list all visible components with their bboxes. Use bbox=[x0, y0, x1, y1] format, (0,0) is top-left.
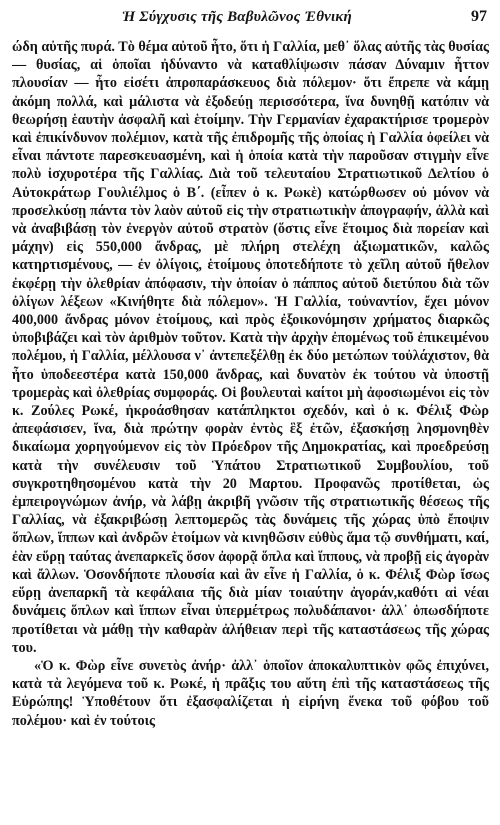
body-text bbox=[12, 38, 489, 730]
page-header bbox=[12, 8, 489, 32]
running-title: Ἡ Σύγχυσις τῆς Βαβυλῶνος Ἐθνική bbox=[122, 9, 352, 25]
paragraph: ώδη αὐτῆς πυρά. Τὸ θέμα αὐτοῦ ἦτο, ὅτι ἡ Γαλλία, μεθ᾽ ὅλας αὐτῆς τὰς θυσίας — θυσίας, αἱ ὁποῖαι ἠδύναντο νὰ καταθλίψωσιν πάσαν Δύναμιν ἧττον πλουσίαν — ἦτο εἰσέτι ἀπροπαράσκευος διὰ πόλεμον· ὅτι ἔπρεπε νὰ κάμῃ ἀκόμη πολλά, καὶ μάλιστα νὰ ἐξοδεύῃ περισσότερα, ἵνα δυνηθῇ κατόπιν νὰ θεωρήσῃ ἑαυτὴν ἀσφαλῆ καὶ ἑτοίμην. Τὴν Γερμανίαν ἐχαρακτήρισε τρομερὸν καὶ ἐπικίνδυνον πολέμιον, κατὰ τῆς ἐπιδρομῆς τῆς ὁποίας ἡ Γαλλία ὀφείλει νὰ εἶναι πάντοτε παρεσκευασμένη, καὶ ἡ ὁποία κατὰ τὴν παροῦσαν στιγμὴν εἶνε πολὺ ἰσχυροτέρα τῆς Γαλλίας. Διὰ τοῦ τελευταίου Στρατιωτικοῦ Δελτίου ὁ Αὐτοκράτωρ Γουλιέλμος ὁ Β΄. (εἶπεν ὁ κ. Ρωκὲ) κατώρθωσεν οὐ μόνον νὰ προσελκύσῃ πάντα τὸν λαὸν αὐτοῦ εἰς τὴν στρατιωτικὴν ἀπογραφήν, ἀλλὰ καὶ νὰ ἀναβιβάσῃ τὸν ἐνεργὸν αὐτοῦ στρατὸν (ὅστις εἶνε ἕτοιμος διὰ πορείαν καὶ μάχην) εἰς 550,000 ἄνδρας, μὲ πλήρη στελέχη ἀξιωματικῶν, καλῶς κατηρτισμένους, — ἐν ὀλίγοις, ἑτοίμους ὁποτεδήποτε τὸ χεῖλη αὐτοῦ ἤθελον ἐκφέρῃ τὴν ὀλεθρίαν ἀπόφασιν, τὴν ὁποίαν ὁ πάππος αὐτοῦ διετύπου διὰ τῶν ὀλίγων λέξεων «Κινήθητε διὰ πόλεμον». Ἡ Γαλλία, τοὐναντίον, ἔχει μόνον 400,000 ἄνδρας μόνον ἑτοίμους, καὶ πρὸς ἐξοικονόμησιν χρήματος διαρκῶς ὑποβιβάζει καὶ τὸν ἀριθμὸν τοῦτον. Κατὰ τὴν ἀρχὴν ἐπομένως τοῦ ἐπικειμένου πολέμου, ἡ Γαλλία, μέλλουσα ν᾽ ἀντεπεξέλθῃ ἐκ δύο μετώπων τοὐλάχιστον, θὰ ἦτο ὑποδεεστέρα κατὰ 150,000 ἄνδρας, καὶ δυνατὸν ἐκ τούτου νὰ ὑποστῇ τρομερὰς καὶ ὀλεθρίας συμφοράς. Οἱ βουλευταὶ καίτοι μὴ ἀφοσιωμένοι εἰς τὸν κ. Ζούλες Ρωκέ, ἠκροάσθησαν κατάπληκτοι σχεδόν, καὶ ὁ κ. Φέλιξ Φὼρ ἀπεφάσισεν, ἵνα, διὰ πρώτην φορὰν ἐντὸς ἓξ ἐτῶν, ἐξασκήσῃ λησμονηθὲν δικαίωμα χορηγούμενον εἰς τὸν Πρόεδρον τῆς Δημοκρατίας, καὶ προεδρεύσῃ κατὰ τὴν συνέλευσιν τοῦ Ὑπάτου Στρατιωτικοῦ Συμβουλίου, τοῦ συγκροτηθησομένου κατὰ τὴν 20 Μαρτου. Προφανῶς προτίθεται, ὡς ἐμπειρογνώμων ἀνήρ, νὰ λάβῃ ἀκριβῆ γνῶσιν τῆς στρατιωτικῆς θέσεως τῆς Γαλλίας, νὰ ἐξακριβώσῃ λεπτομερῶς τὰς δυνάμεις τῆς χώρας ὑπὸ ἔποψιν ὅπλων, ἵππων καὶ ἀνδρῶν ἑτοίμων νὰ κινηθῶσιν εὐθὺς ἅμα τῷ συνθήματι, καί, ἐὰν εὕρῃ ταύτας ἀνεπαρκεῖς ὅσον ἀφορᾷ ὅπλα καὶ ἵππους, νὰ προβῇ εἰς ἀγορὰν καὶ ἄλλων. Ὁσονδήποτε πλουσία καὶ ἂν εἶνε ἡ Γαλλία, ὁ κ. Φέλιξ Φὼρ ἴσως εὕρῃ ἀνεπαρκῆ τὰ κεφάλαια τῆς διὰ μίαν τοιαύτην ἀγοράν,καθότι αἱ νέαι δυνάμεις ὅπλων καὶ ἵππων εἶναι ὑπερμέτρως πολυδάπανοι· ἀλλ᾽ ὁπωσδήποτε προτίθεται νὰ μάθῃ τὴν καθαρὰν ἀλήθειαν περὶ τῆς καταστάσεως τῆς χώρας του. bbox=[12, 39, 489, 656]
paragraph: «Ὁ κ. Φὼρ εἶνε συνετὸς ἀνήρ· ἀλλ᾽ ὁποῖον ἀποκαλυπτικὸν φῶς ἐπιχύνει, κατὰ τὰ λεγόμενα τοῦ κ. Ρωκέ, ἡ πρᾶξις του αὕτη ἐπὶ τῆς καταστάσεως τῆς Εὐρώπης! Ὑποθέτουν ὅτι ἐξασφαλίζεται ἡ εἰρήνη ἕνεκα τοῦ φόβου τοῦ πολέμου· καὶ ἐν τούτοις bbox=[12, 657, 489, 729]
page-number: 97 bbox=[471, 8, 487, 25]
